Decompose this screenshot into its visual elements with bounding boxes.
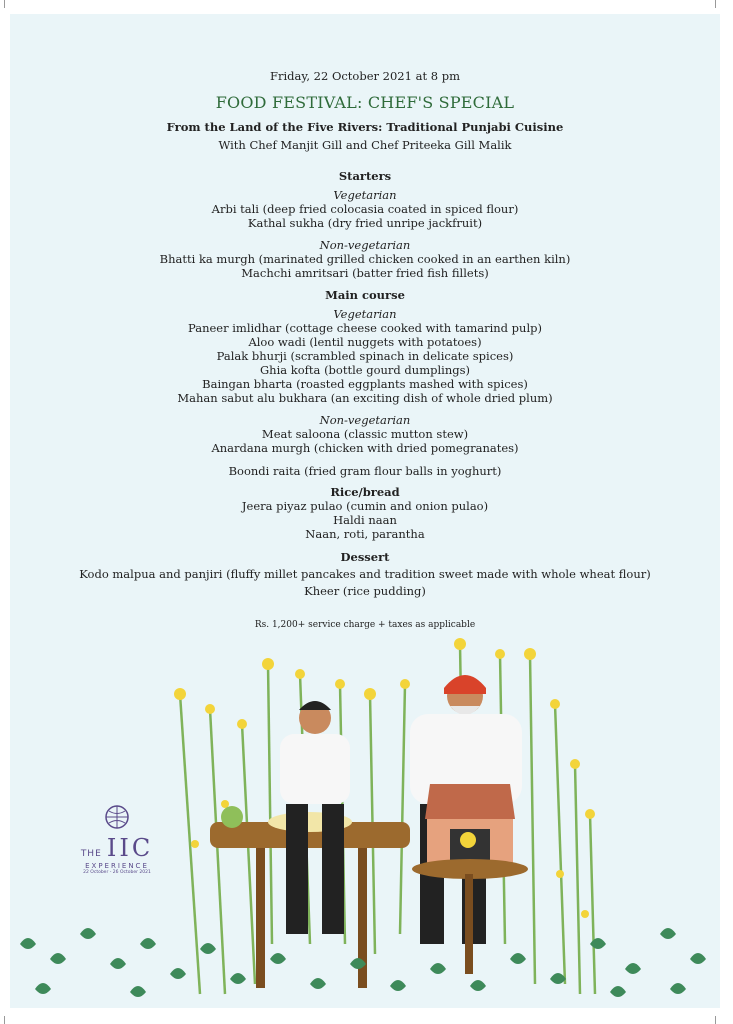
section-heading: Main course xyxy=(325,288,405,302)
logo-dates: 22 October - 26 October 2021 xyxy=(83,870,151,875)
menu-item: Machchi amritsari (batter fried fish fillets) xyxy=(241,266,489,280)
menu-item: Ghia kofta (bottle gourd dumplings) xyxy=(260,363,470,377)
turban xyxy=(444,675,486,694)
category-label: Vegetarian xyxy=(333,188,397,202)
event-date: Friday, 22 October 2021 at 8 pm xyxy=(270,69,460,83)
globe-icon xyxy=(104,804,130,830)
menu-item: Anardana murgh (chicken with dried pomegranates) xyxy=(211,441,519,455)
menu-item: Boondi raita (fried gram flour balls in yoghurt) xyxy=(228,464,502,478)
logo-iic: IIC xyxy=(106,834,154,862)
price-note: Rs. 1,200+ service charge + taxes as applicable xyxy=(254,620,476,630)
menu-item: Kodo malpua and panjiri (fluffy millet pancakes and tradition sweet made with whole wheat flour) xyxy=(79,567,651,581)
page-title: FOOD FESTIVAL: CHEF'S SPECIAL xyxy=(215,93,515,112)
gourd xyxy=(221,806,243,828)
rice-bread-section xyxy=(10,485,720,541)
menu-item: Baingan bharta (roasted eggplants mashed with spices) xyxy=(202,377,528,391)
menu-item: Jeera piyaz pulao (cumin and onion pulao) xyxy=(241,499,489,513)
crop-mark xyxy=(715,0,716,8)
menu-item: Aloo wadi (lentil nuggets with potatoes) xyxy=(248,335,482,349)
crop-mark xyxy=(715,1016,716,1024)
section-heading: Rice/bread xyxy=(330,485,400,499)
category-label: Vegetarian xyxy=(333,307,397,321)
menu-page xyxy=(10,14,720,1008)
crop-mark xyxy=(4,0,5,8)
section-heading: Dessert xyxy=(340,550,390,564)
menu-item: Naan, roti, parantha xyxy=(305,527,425,541)
menu-item: Palak bhurji (scrambled spinach in delicate spices) xyxy=(216,349,514,363)
menu-item: Kathal sukha (dry fried unripe jackfruit) xyxy=(247,216,483,230)
menu-item: Haldi naan xyxy=(333,513,397,527)
logo-experience: EXPERIENCE xyxy=(85,862,149,870)
menu-item: Kheer (rice pudding) xyxy=(304,584,426,598)
category-label: Non-vegetarian xyxy=(319,238,411,252)
wooden-table xyxy=(210,822,410,988)
iic-logo xyxy=(72,804,162,875)
starters-section xyxy=(10,169,720,280)
section-heading: Starters xyxy=(338,169,392,183)
chefs-line: With Chef Manjit Gill and Chef Priteeka Gill Malik xyxy=(218,138,512,152)
dessert-section xyxy=(10,550,720,598)
menu-item: Mahan sabut alu bukhara (an exciting dish of whole dried plum) xyxy=(177,391,553,405)
menu-item: Arbi tali (deep fried colocasia coated in spiced flour) xyxy=(211,202,519,216)
main-course-section xyxy=(10,288,720,478)
logo-the: THE xyxy=(80,849,102,859)
menu-item: Meat saloona (classic mutton stew) xyxy=(261,427,469,441)
menu-item: Bhatti ka murgh (marinated grilled chicken cooked in an earthen kiln) xyxy=(159,252,571,266)
menu-item: Paneer imlidhar (cottage cheese cooked with tamarind pulp) xyxy=(188,321,542,335)
category-label: Non-vegetarian xyxy=(319,413,411,427)
crop-mark xyxy=(4,1016,5,1024)
page-subtitle: From the Land of the Five Rivers: Traditional Punjabi Cuisine xyxy=(166,120,564,134)
